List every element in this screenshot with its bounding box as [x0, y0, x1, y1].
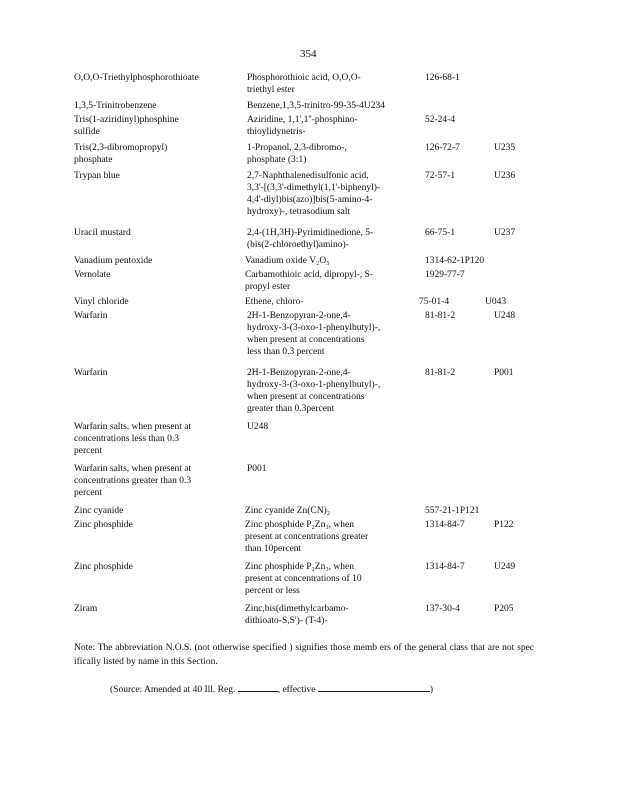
cas-number-cell: [425, 519, 495, 531]
chemical-name-line: O,O,O-Triethylphosphorothioate: [74, 73, 199, 83]
synonym-line: Ethene, chloro-: [245, 297, 304, 307]
chemical-name-cell: [74, 296, 242, 308]
synonym-cell: [245, 505, 413, 517]
page-number: 354: [300, 48, 317, 60]
chemical-name-line: concentrations less than 0.3: [74, 434, 180, 444]
synonym-cell: [247, 463, 415, 475]
chemical-name-line: Zinc cyanide: [74, 506, 124, 516]
chemical-name-cell: [74, 100, 242, 112]
chemical-name-line: Tris(2,3-dibromopropyl): [74, 143, 168, 153]
cas-number-cell: [425, 505, 495, 517]
chemical-name-line: Warfarin: [74, 368, 108, 378]
synonym-line: Aziridine, 1,1',1''-phosphino-: [247, 115, 358, 125]
chemical-name-cell: [74, 142, 242, 166]
chemical-name-cell: [74, 519, 242, 531]
synonym-line: 2,4-(1H,3H)-Pyrimidinedione, 5-: [247, 228, 374, 238]
chemical-name-cell: [74, 310, 242, 322]
synonym-line: 2,7-Naphthalenedisulfonic acid,: [247, 171, 369, 181]
synonym-line: 1-Propanol, 2,3-dibromo-,: [247, 143, 347, 153]
source-line: [110, 682, 433, 695]
cas-number-cell: [425, 603, 495, 615]
chemical-name-line: Vanadium pentoxide: [74, 256, 153, 266]
cas-number-cell: [425, 310, 495, 322]
waste-code-cell: [494, 227, 534, 239]
waste-code: U237: [494, 228, 516, 238]
chemical-name-line: 1,3,5-Trinitrobenzene: [74, 101, 157, 111]
chemical-name-cell: [74, 114, 242, 138]
waste-code-cell: [494, 367, 534, 379]
chemical-name-cell: [74, 561, 242, 573]
chemical-name-cell: [74, 227, 242, 239]
synonym-line: 4,4'-diyl)bis(azo)]bis(5-amino-4-: [247, 195, 373, 205]
chemical-name-cell: [74, 603, 242, 615]
waste-code: U236: [494, 171, 516, 181]
chemical-name-cell: [74, 72, 242, 84]
register-volume-blank: [238, 682, 278, 692]
synonym-cell: [245, 255, 413, 267]
synonym-line: present at concentrations of 10: [245, 574, 362, 584]
chemical-name-line: phosphate: [74, 155, 113, 165]
chemical-name-line: percent: [74, 446, 102, 456]
cas-number: 557-21-1P121: [425, 506, 480, 516]
cas-number-cell: [425, 227, 495, 239]
cas-number-cell: [425, 114, 495, 126]
chemical-name-cell: [74, 367, 242, 379]
synonym-line: hydroxy-3-(3-oxo-1-phenylbutyl)-,: [247, 323, 381, 333]
synonym-cell: [245, 519, 413, 555]
waste-code-cell: [494, 603, 534, 615]
waste-code: U235: [494, 143, 516, 153]
cas-number-cell: [425, 561, 495, 573]
cas-number: 1929-77-7: [425, 270, 465, 280]
cas-number: 1314-62-1P120: [425, 256, 485, 266]
chemical-name-line: Zinc phosphide: [74, 562, 133, 572]
chemical-name-line: Uracil mustard: [74, 228, 131, 238]
chemical-name-cell: [74, 421, 242, 457]
waste-code-cell: [494, 561, 534, 573]
effective-date-blank: [318, 682, 430, 692]
cas-number-cell: [425, 255, 495, 267]
chemical-name-cell: [74, 505, 242, 517]
synonym-line: Zinc phosphide P₂Zn₃, when: [245, 520, 354, 530]
waste-code-cell: [494, 170, 534, 182]
cas-number-cell: [419, 296, 489, 308]
chemical-name-cell: [74, 463, 242, 499]
synonym-line: when present at concentrations: [247, 392, 365, 402]
source-suffix: ): [429, 685, 434, 695]
cas-number-cell: [425, 367, 495, 379]
synonym-line: Vanadium oxide V₂O₅: [245, 256, 330, 266]
waste-code: P001: [494, 368, 514, 378]
note-paragraph: Note: The abbreviation N.O.S. (not otherwise specified ) signifies those memb ers of the general class that are not spec ifically listed by name in this Section.: [74, 643, 534, 667]
cas-number: 52-24-4: [425, 115, 456, 125]
cas-number: 1314-84-7: [425, 562, 465, 572]
synonym-line: less than 0.3 percent: [247, 347, 325, 357]
synonym-cell: [245, 269, 413, 293]
cas-number: 66-75-1: [425, 228, 456, 238]
source-middle: , effective: [277, 685, 316, 695]
chemical-name-line: Zinc phosphide: [74, 520, 133, 530]
synonym-line: P001: [247, 464, 267, 474]
synonym-cell: [247, 142, 415, 166]
synonym-line: phosphate (3:1): [247, 155, 307, 165]
waste-code-cell: [494, 519, 534, 531]
cas-number: 137-30-4: [425, 604, 460, 614]
chemical-name-line: sulfide: [74, 127, 100, 137]
chemical-name-cell: [74, 269, 242, 281]
synonym-line: Zinc phosphide P₂Zn₃, when: [245, 562, 354, 572]
synonym-line: dithioato-S,S')- (T-4)-: [245, 616, 328, 626]
cas-number: 72-57-1: [425, 171, 456, 181]
source-prefix: (Source: Amended at 40 Ill. Reg.: [110, 685, 236, 695]
chemical-name-line: Warfarin salts, when present at: [74, 422, 192, 432]
synonym-line: when present at concentrations: [247, 335, 365, 345]
synonym-line: percent or less: [245, 586, 300, 596]
cas-number: 126-72-7: [425, 143, 460, 153]
waste-code: P205: [494, 604, 514, 614]
chemical-name-line: percent: [74, 488, 102, 498]
synonym-cell: [247, 310, 415, 358]
cas-number: 75-01-4: [419, 297, 450, 307]
synonym-line: Zinc cyanide Zn(CN)₂: [245, 506, 331, 516]
cas-number-cell: [425, 170, 495, 182]
chemical-name-line: Warfarin salts, when present at: [74, 464, 192, 474]
synonym-line: present at concentrations greater: [245, 532, 369, 542]
cas-number: 126-68-1: [425, 73, 460, 83]
cas-number: 1314-84-7: [425, 520, 465, 530]
chemical-name-line: Tris(1-aziridinyl)phosphine: [74, 115, 179, 125]
synonym-line: Zinc,bis(dimethylcarbamo-: [245, 604, 349, 614]
synonym-line: thioylidynetris-: [247, 127, 306, 137]
cas-number: 81-81-2: [425, 368, 456, 378]
synonym-line: greater than 0.3percent: [247, 404, 335, 414]
chemical-name-line: Warfarin: [74, 311, 108, 321]
chemical-name-line: concentrations greater than 0.3: [74, 476, 192, 486]
synonym-line: propyl ester: [245, 282, 291, 292]
synonym-cell: [245, 561, 413, 597]
waste-code-cell: [494, 310, 534, 322]
waste-code: P122: [494, 520, 514, 530]
synonym-line: 2H-1-Benzopyran-2-one,4-: [247, 311, 351, 321]
synonym-cell: [245, 296, 413, 308]
cas-number-cell: [425, 72, 495, 84]
chemical-name-line: Ziram: [74, 604, 98, 614]
synonym-cell: [247, 100, 415, 112]
waste-code: U043: [485, 297, 507, 307]
cas-number-cell: [425, 269, 495, 281]
synonym-cell: [245, 603, 413, 627]
synonym-line: hydroxy)-, tetrasodium salt: [247, 207, 351, 217]
synonym-line: Phosphorothioic acid, O,O,O-: [247, 73, 361, 83]
synonym-line: Benzene,1,3,5-trinitro-99-35-4U234: [247, 101, 385, 111]
chemical-name-line: Trypan blue: [74, 171, 120, 181]
synonym-cell: [247, 170, 415, 218]
chemical-name-line: Vernolate: [74, 270, 111, 280]
waste-code: U248: [494, 311, 516, 321]
synonym-cell: [247, 421, 415, 433]
waste-code-cell: [485, 296, 525, 308]
synonym-cell: [247, 114, 415, 138]
synonym-line: triethyl ester: [247, 85, 295, 95]
synonym-cell: [247, 227, 415, 251]
synonym-line: U248: [247, 422, 269, 432]
synonym-line: 3,3'-[(3,3'-dimethyl(1,1'-biphenyl)-: [247, 183, 381, 193]
cas-number-cell: [425, 142, 495, 154]
waste-code: U249: [494, 562, 516, 572]
chemical-name-cell: [74, 170, 242, 182]
chemical-name-line: Vinyl chloride: [74, 297, 129, 307]
cas-number: 81-81-2: [425, 311, 456, 321]
synonym-line: than 10percent: [245, 544, 302, 554]
chemical-name-cell: [74, 255, 242, 267]
synonym-line: (bis(2-chloroethyl)amino)-: [247, 240, 349, 250]
synonym-cell: [247, 367, 415, 415]
synonym-line: Carbamothioic acid, dipropyl-, S-: [245, 270, 373, 280]
synonym-line: 2H-1-Benzopyran-2-one,4-: [247, 368, 351, 378]
waste-code-cell: [494, 142, 534, 154]
synonym-cell: [247, 72, 415, 96]
synonym-line: hydroxy-3-(3-oxo-1-phenylbutyl)-,: [247, 380, 381, 390]
